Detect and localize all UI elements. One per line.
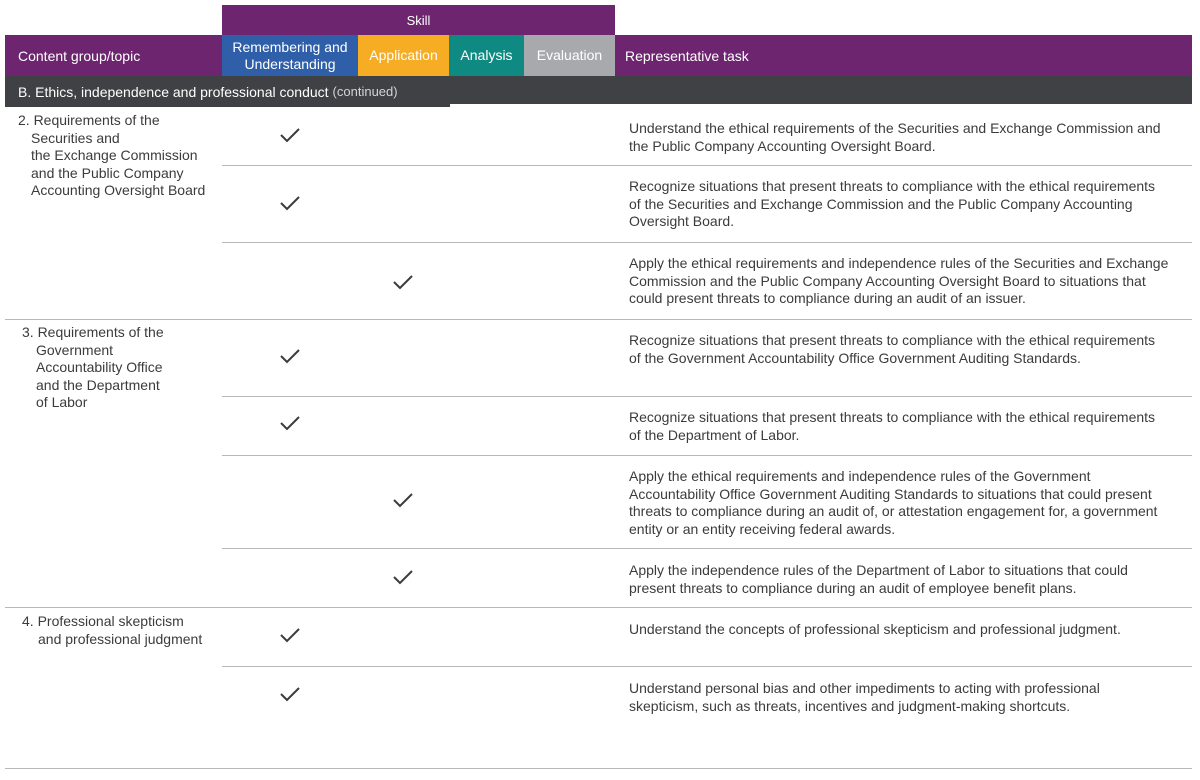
- table-bottom-border: [5, 768, 1192, 769]
- checkmark-icon: [392, 568, 414, 586]
- representative-task: Understand personal bias and other impediments to acting with professional skepticism, such as threats, incentives and judgment-making shortcuts.: [629, 680, 1100, 714]
- representative-task: Apply the ethical requirements and independence rules of the Government Accountability Office Government Auditing Standards to situations that could present threats to compliance during an audit of, or attestation engagement for, a government entity or an entity receiving federal awards.: [629, 468, 1158, 537]
- topic-line: Accounting Oversight Board: [31, 182, 206, 199]
- topic-2-label: [18, 112, 205, 200]
- topic-line: 4. Professional skepticism: [22, 613, 184, 629]
- section-title-bar: [5, 76, 1192, 107]
- skill-header: [222, 5, 615, 35]
- topic-line: 3. Requirements of the: [22, 324, 164, 340]
- topic-line: Accountability Office: [36, 359, 163, 376]
- skill-label: Skill: [406, 12, 431, 28]
- row-divider: [222, 165, 1192, 166]
- topic-4-label: [18, 613, 202, 648]
- section-continued: (continued): [332, 84, 398, 99]
- checkmark-icon: [392, 491, 414, 509]
- evaluation-header: Evaluation: [524, 35, 615, 76]
- checkmark-icon: [279, 685, 301, 703]
- representative-task: Apply the independence rules of the Department of Labor to situations that could present threats to compliance during an audit of employee benefit plans.: [629, 562, 1128, 596]
- checkmark-icon: [279, 414, 301, 432]
- topic-3-label: [18, 324, 164, 412]
- topic-divider: [5, 319, 1192, 320]
- row-divider: [222, 666, 1192, 667]
- topic-line: the Exchange Commission: [31, 147, 198, 164]
- topic-line: Securities and: [31, 129, 120, 146]
- section-bar-notch: [450, 104, 1192, 108]
- checkmark-icon: [392, 273, 414, 291]
- content-group-header: Content group/topic: [18, 47, 141, 64]
- topic-line: 2. Requirements of the: [18, 112, 160, 128]
- checkmark-icon: [279, 194, 301, 212]
- topic-line: and the Public Company: [31, 164, 184, 181]
- analysis-header: Analysis: [449, 35, 524, 76]
- representative-task: Understand the ethical requirements of the Securities and Exchange Commission and the Public Company Accounting Oversight Board.: [629, 120, 1161, 154]
- representative-task: Apply the ethical requirements and independence rules of the Securities and Exchange Commission and the Public Company Accounting Oversight Board to situations that could present threats to compliance during an audit of an issuer.: [629, 255, 1169, 307]
- checkmark-icon: [279, 126, 301, 144]
- section-title: B. Ethics, independence and professional conduct: [18, 83, 329, 100]
- topic-divider: [5, 607, 1192, 608]
- checkmark-icon: [279, 626, 301, 644]
- topic-line: Government: [36, 341, 114, 358]
- application-header: Application: [358, 35, 449, 76]
- representative-task: Recognize situations that present threats to compliance with the ethical requirements of the Securities and Exchange Commission and the Public Company Accounting Oversight Board.: [629, 178, 1156, 230]
- row-divider: [222, 455, 1192, 456]
- topic-line: of Labor: [36, 394, 88, 411]
- row-divider: [222, 548, 1192, 549]
- representative-task: Understand the concepts of professional skepticism and professional judgment.: [629, 621, 1121, 637]
- representative-task-header: Representative task: [625, 47, 749, 64]
- row-divider: [222, 396, 1192, 397]
- checkmark-icon: [279, 347, 301, 365]
- remembering-understanding-header: Remembering and Understanding: [222, 35, 358, 76]
- row-divider: [222, 242, 1192, 243]
- representative-task: Recognize situations that present threats to compliance with the ethical requirements of the Department of Labor.: [629, 409, 1156, 443]
- topic-line: and the Department: [36, 376, 160, 393]
- topic-line: and professional judgment: [38, 630, 203, 647]
- representative-task: Recognize situations that present threats to compliance with the ethical requirements of the Government Accountability Office Government Auditing Standards.: [629, 332, 1156, 366]
